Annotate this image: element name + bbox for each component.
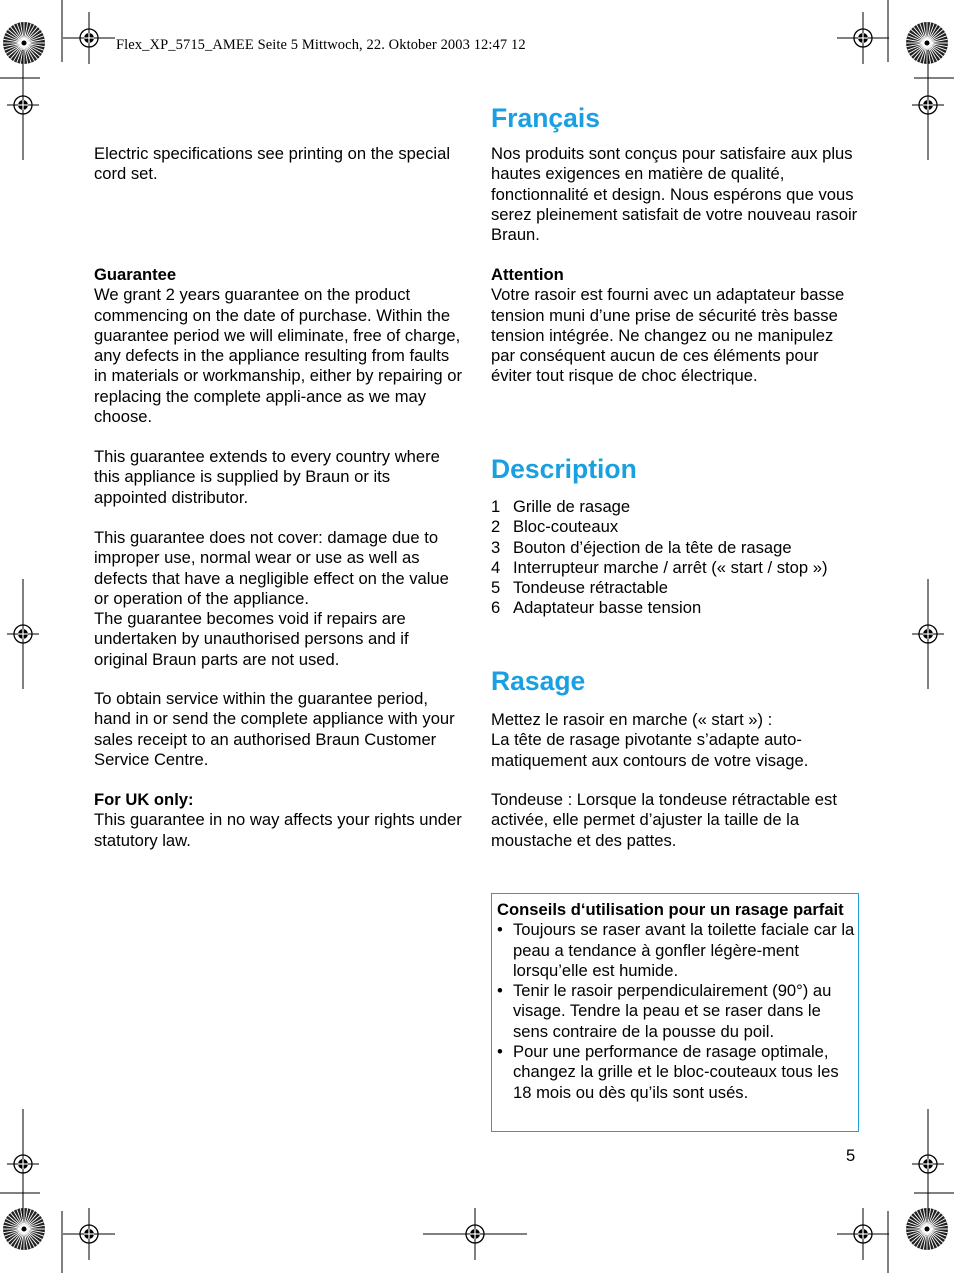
tips-box <box>491 893 859 1132</box>
crosshair-mark <box>837 1208 889 1260</box>
francais-heading: Français <box>491 103 601 133</box>
rasage-heading: Rasage <box>491 666 586 696</box>
description-item <box>491 598 827 618</box>
crosshair-mark <box>7 1109 39 1219</box>
description-item <box>491 517 827 537</box>
print-slug: Flex_XP_5715_AMEE Seite 5 Mittwoch, 22. Oktober 2003 12:47 12 <box>116 37 526 53</box>
crosshair-mark <box>912 579 944 689</box>
attention-heading: Attention <box>491 265 564 284</box>
bullet: • <box>497 981 503 1001</box>
bullet: • <box>497 920 503 940</box>
guarantee-text: We grant 2 years guarantee on the product commencing on the date of purchase. Within the guarantee period we will eliminate, free of charge, any defects in the appliance resulting from faults in materials or workmanship, either by repairing or replacing the complete appli-ance as we may choose. <box>94 285 462 427</box>
description-item <box>491 497 827 517</box>
description-item-label: Adaptateur basse tension <box>513 598 702 618</box>
tip-item <box>497 1042 855 1103</box>
tip-item <box>497 920 855 981</box>
rasage-line2: La tête de rasage pivotante s’adapte auto-matiquement aux contours de votre visage. <box>491 730 809 770</box>
rasage-text <box>491 710 859 771</box>
tip-text: Toujours se raser avant la toilette faciale car la peau a tendance à gonfler légère-ment lorsqu’elle est humide. <box>513 920 855 980</box>
description-item-label: Bloc-couteaux <box>513 517 619 537</box>
attention-section <box>491 265 859 387</box>
uk-section <box>94 790 466 851</box>
description-item-number: 1 <box>491 497 501 516</box>
description-item-number: 4 <box>491 557 501 577</box>
crosshair-mark <box>912 50 944 160</box>
description-item-label: Bouton d’éjection de la tête de rasage <box>513 537 792 557</box>
crosshair-mark <box>912 1109 944 1219</box>
description-item-label: Grille de rasage <box>513 497 631 516</box>
tips-list <box>497 920 855 1103</box>
description-list <box>491 497 827 619</box>
tip-item <box>497 981 855 1042</box>
crosshair-mark <box>837 12 889 64</box>
guarantee-void-text: The guarantee becomes void if repairs are undertaken by unauthorised persons and if original Braun parts are not used. <box>94 609 409 669</box>
tip-text: Pour une performance de rasage optimale, changez la grille et le bloc-couteaux tous les 18 mois ou dès qu’ils sont usés. <box>513 1042 839 1102</box>
starburst-mark <box>3 22 45 64</box>
guarantee-section <box>94 265 466 427</box>
description-item <box>491 578 827 598</box>
description-item-number: 6 <box>491 598 501 618</box>
crosshair-mark <box>63 1208 115 1260</box>
description-item-number: 3 <box>491 537 501 557</box>
tip-text: Tenir le rasoir perpendiculairement (90°) au visage. Tendre la peau et se raser dans le sens contraire de la pousse du poil. <box>513 981 832 1041</box>
starburst-mark <box>906 1208 948 1250</box>
description-item-number: 2 <box>491 517 501 537</box>
description-heading: Description <box>491 454 637 484</box>
starburst-mark <box>906 22 948 64</box>
service-text: To obtain service within the guarantee period, hand in or send the complete appliance with your sales receipt to an authorised Braun Customer Service Centre. <box>94 689 455 769</box>
description-item-label: Tondeuse rétractable <box>513 578 668 598</box>
intro-text: Nos produits sont conçus pour satisfaire aux plus hautes exigences en matière de qualité, fonctionnalité et design. Nous espérons que vous serez pleinement satisfait de votre nouveau rasoir Braun. <box>491 144 858 245</box>
crosshair-mark <box>423 1208 527 1260</box>
page-number: 5 <box>846 1146 856 1165</box>
uk-heading: For UK only: <box>94 790 194 809</box>
description-item-label: Interrupteur marche / arrêt (« start / stop ») <box>513 557 828 577</box>
guarantee-heading: Guarantee <box>94 265 177 284</box>
guarantee-not-cover-text: This guarantee does not cover: damage due to improper use, normal wear or use as well as defects that have a negligible effect on the value or operation of the appliance. <box>94 528 449 608</box>
tips-heading: Conseils d‘utilisation pour un rasage parfait <box>497 900 844 919</box>
description-item <box>491 558 827 578</box>
tondeuse-text: Tondeuse : Lorsque la tondeuse rétractable est activée, elle permet d’ajuster la taille de la moustache et des pattes. <box>491 790 837 850</box>
guarantee-extends-text: This guarantee extends to every country where this appliance is supplied by Braun or its appointed distributor. <box>94 447 440 507</box>
crosshair-mark <box>7 50 39 160</box>
crosshair-mark <box>7 579 39 689</box>
starburst-mark <box>3 1208 45 1250</box>
description-item-number: 5 <box>491 578 501 598</box>
electric-specs-text: Electric specifications see printing on the special cord set. <box>94 144 451 184</box>
description-item <box>491 538 827 558</box>
attention-text: Votre rasoir est fourni avec un adaptateur basse tension muni d’une prise de sécurité très basse tension intégrée. Ne changez ou ne manipulez par conséquent aucun de ces éléments pour éviter tout risque de choc électrique. <box>491 285 845 386</box>
crosshair-mark <box>63 12 115 64</box>
rasage-line1: Mettez le rasoir en marche (« start ») : <box>491 710 773 729</box>
uk-text: This guarantee in no way affects your rights under statutory law. <box>94 810 462 850</box>
bullet: • <box>497 1042 503 1062</box>
